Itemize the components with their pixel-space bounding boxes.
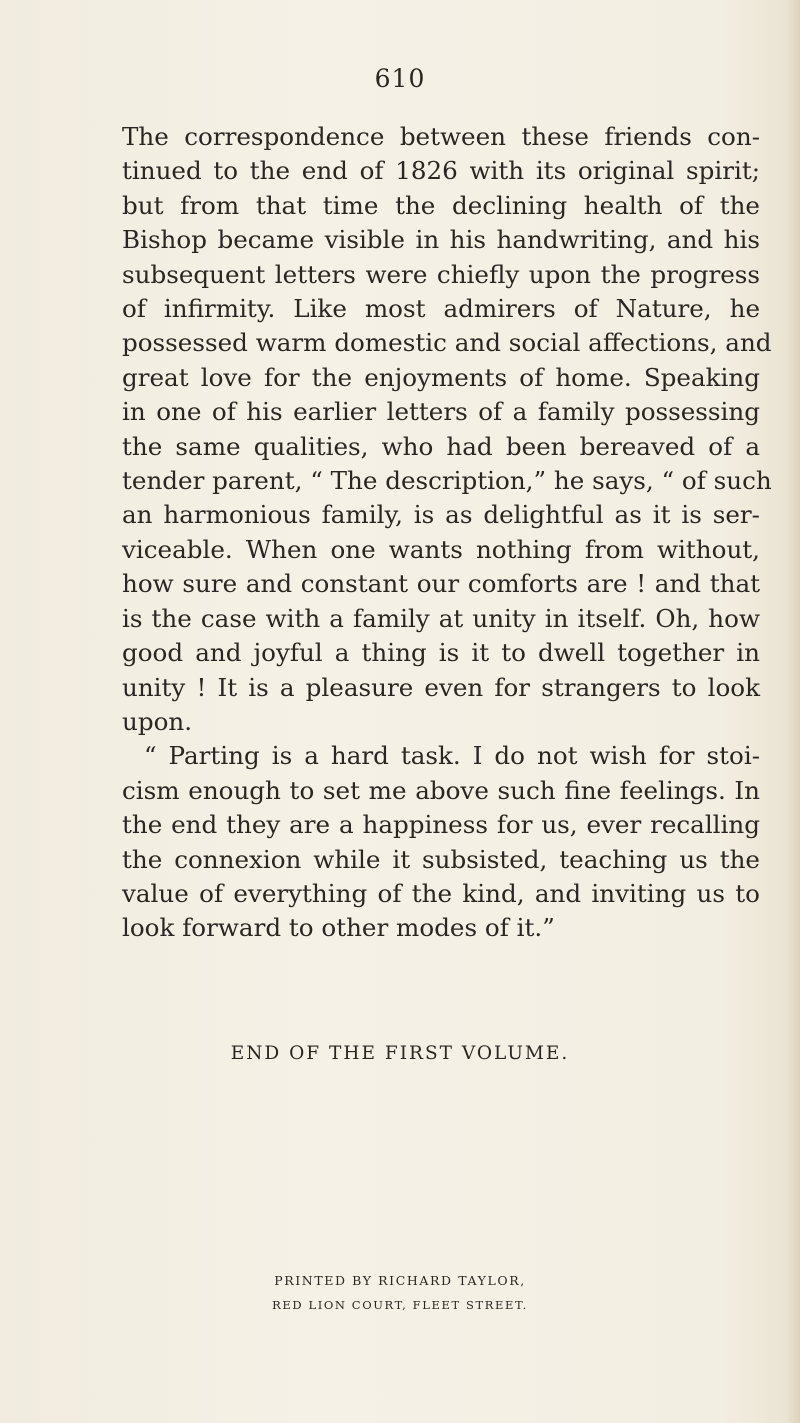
text-line: but from that time the declining health of the: [122, 190, 760, 220]
printer-imprint-line2: RED LION COURT, FLEET STREET.: [272, 1298, 528, 1312]
page-number: 610: [374, 64, 426, 93]
text-line: cism enough to set me above such fine feelings. In: [122, 775, 760, 805]
text-line: subsequent letters were chiefly upon the progress: [122, 259, 760, 289]
text-line: look forward to other modes of it.”: [122, 913, 555, 943]
printer-imprint-line1: PRINTED BY RICHARD TAYLOR,: [274, 1273, 526, 1288]
text-line: the same qualities, who had been bereaved of a: [122, 431, 760, 461]
text-line: tender parent, “ The description,” he says, “ of such: [122, 466, 772, 496]
text-line: possessed warm domestic and social affections, and: [122, 328, 772, 358]
end-of-volume-heading: END OF THE FIRST VOLUME.: [230, 1043, 570, 1064]
text-line: of infirmity. Like most admirers of Nature, he: [122, 294, 760, 324]
body-text: [122, 120, 772, 946]
text-line: Bishop became visible in his handwriting, and his: [122, 225, 760, 255]
text-line: value of everything of the kind, and inviting us to: [122, 878, 760, 908]
text-line: in one of his earlier letters of a family possessing: [122, 397, 760, 427]
text-line: the connexion while it subsisted, teaching us the: [122, 844, 760, 874]
text-line: an harmonious family, is as delightful as it is ser-: [122, 500, 760, 530]
text-line: the end they are a happiness for us, ever recalling: [122, 810, 760, 840]
text-line: good and joyful a thing is it to dwell together in: [122, 638, 760, 668]
text-line: great love for the enjoyments of home. Speaking: [122, 362, 760, 392]
text-line: how sure and constant our comforts are ! and that: [122, 569, 760, 599]
text-line: is the case with a family at unity in itself. Oh, how: [122, 603, 760, 633]
text-line: upon.: [122, 706, 193, 736]
page-edge-shadow: [786, 0, 800, 1423]
text-line: The correspondence between these friends con-: [122, 122, 760, 151]
text-line: “ Parting is a hard task. I do not wish for stoi-: [144, 741, 760, 771]
text-line: viceable. When one wants nothing from without,: [122, 534, 760, 564]
text-line: tinued to the end of 1826 with its original spirit;: [122, 156, 760, 186]
text-line: unity ! It is a pleasure even for strangers to look: [122, 672, 760, 702]
